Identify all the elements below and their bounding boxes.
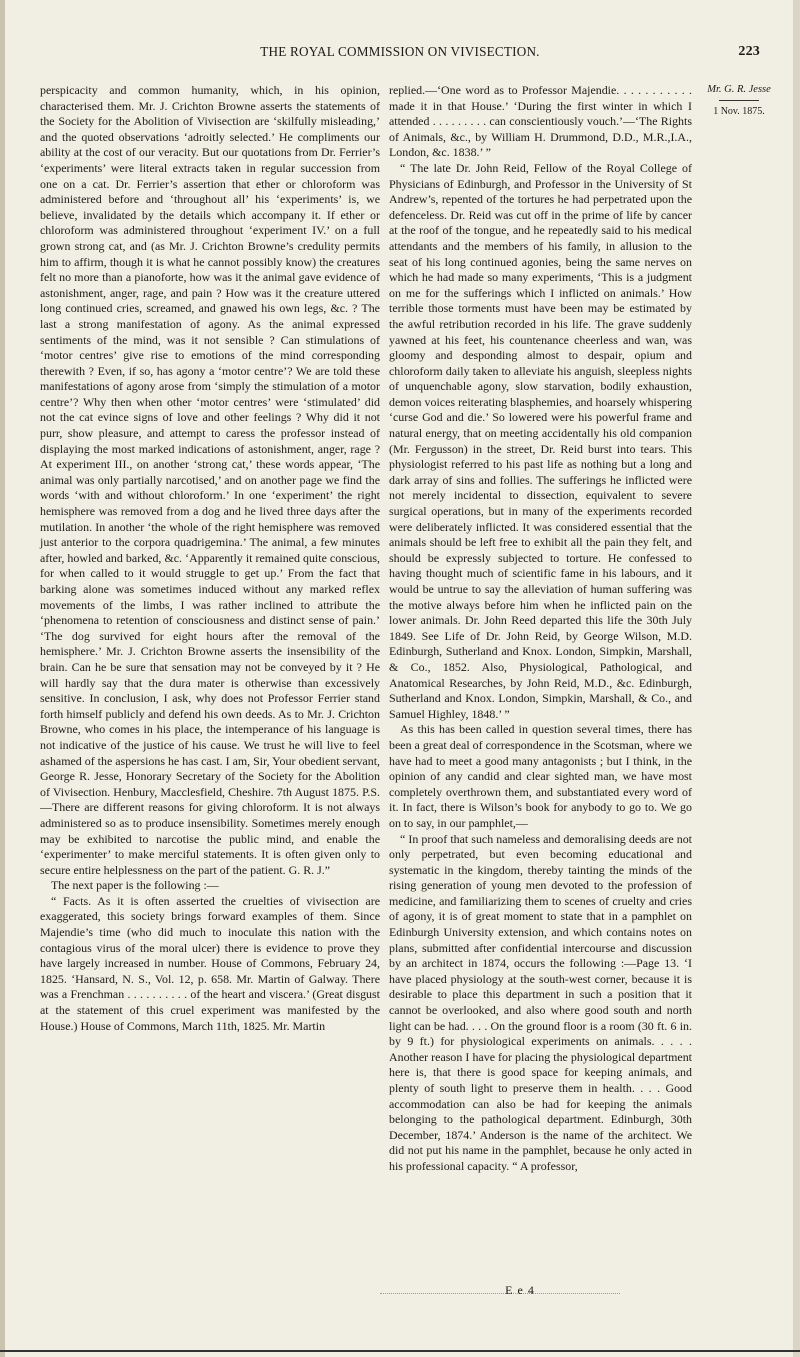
running-header [40,44,760,64]
margin-divider [719,100,759,101]
margin-note [703,83,775,119]
page-edge-left [0,0,5,1357]
paragraph: “ The late Dr. John Reid, Fellow of the Royal College of Physicians of Edinburgh, and Professor in the University of St Andrew’s, repented of the tortures he had perpetrated upon the defenceless. Dr. Reid was cut off in the prime of life by cancer at the roof of the tongue, and he repeatedly said to his medical attendants and the members of his family, in allusion to the seat of his long continued agonies, being the same nerves on which he had made so many experiments, ‘This is a judgment on me for the sufferings which I inflicted on animals.’ How terrible those torments must have been may be estimated by the awful retribution recorded in his life. The grave suddenly yawned at his feet, his countenance cheerless and wan, was gloomy and desponding almost to despair, opium and chloroform daily taken to alleviate his anguish, sleepless nights of unquenchable agony, slow starvation, bodily exhaustion, demon voices reiterating blasphemies, and hoarsely whispering ‘curse God and die.’ So lowered were his powerful frame and natural energy, that on meeting accidentally his old companion (Mr. Fergusson) in the street, Dr. Reid burst into tears. This physiologist referred to his past life as nothing but a long and dark array of sins and follies. The sufferings he inflicted were not merely incidental to dissection, equivalent to severe surgical operations, but in many of the experiments recorded were deliberately inflicted. It was considered essential that the animals should be left free to exhibit all the pain they felt, and should be expressly subjected to torture. He confessed to having thought much of scientific fame in his labours, and it would be untrue to say the alleviation of human suffering was the motive always before him when he inflicted pain on the lower animals. Dr. John Reed departed this life the 30th July 1849. See Life of Dr. John Reid, by George Wilson, M.D. Edinburgh, Sutherland and Knox. London, Simpkin, Marshall, & Co., 1852. Also, Physiological, Pathological, and Anatomical Researches, by John Reid, M.D., &c. Edinburgh, Sutherland and Knox. London, Simpkin, Marshall, & Co., and Samuel Highley, 1848.’ ” [389,160,692,721]
margin-speaker: Mr. G. R. Jesse [707,84,771,95]
paragraph: replied.—‘One word as to Professor Majendie. . . . . . . . . . . made it in that House.’ ‘During the first winter in which I attended . . . . . . . . . can conscientiously vouch.’—‘The Rights of Animals, &c., by William H. Drummond, D.D., M.R.,I.A., London, &c. 1838.’ ” [389,83,692,160]
page-number: 223 [738,44,760,59]
signature-mark: E e 4 [505,1283,535,1297]
right-column [389,83,692,1175]
margin-date: 1 Nov. 1875. [713,106,765,117]
bottom-border [0,1350,800,1352]
page-edge-right [793,0,800,1357]
paragraph: The next paper is the following :— [51,878,219,893]
paragraph: “ In proof that such nameless and demoralising deeds are not only perpetrated, but even becoming educational and systematic in the kingdom, thereby tainting the minds of the rising generation of young men devoted to the profession of medicine, and familiarizing them to scenes of cruelty and cries of agony, it is of great moment to state that in a pamphlet on Edinburgh University extension, and which contains notes on plans, submitted after confidential intercourse and discussion by an architect in 1874, occurs the following :—Page 13. ‘I have placed physiology at the south-west corner, because it is desirable to place this department in such a position that it cannot be overlooked, and also where good south and north light can be had. . . . On the ground floor is a room (30 ft. 6 in. by 9 ft.) for physiological experiments on animals. . . . . Another reason I have for placing the physiological department here is, that there is good space for keeping animals, and plenty of south light to preserve them in health. . . . Good accommodation can also be had for keeping the animals belonging to the pathological department. Edinburgh, 30th December, 1874.’ Anderson is the name of the architect. We did not put his name in the pamphlet, because he only acted in his professional capacity. “ A professor, [389,831,692,1173]
paragraph: “ Facts. As it is often asserted the cruelties of vivisection are exaggerated, this society brings forward examples of them. Since Majendie’s time (who did much to inoculate this nation with the contagious virus of the moral ulcer) there is evidence to prove they have largely increased in number. House of Commons, February 24, 1825. ‘Hansard, N. S., Vol. 12, p. 658. Mr. Martin of Galway. There was a Frenchman . . . . . . . . . . of the heart and viscera.’ (Great disgust at the statement of this cruel experiment was manifested by the House.) House of Commons, March 11th, 1825. Mr. Martin [40,893,380,1033]
paragraph: perspicacity and common humanity, which, in his opinion, characterised them. Mr. J. Crichton Browne asserts the statements of the Society for the Abolition of Vivisection are ‘skilfully misleading,’ and the quoted observations ‘adroitly selected.’ He compliments our ability at the cost of our veracity. But our quotations from Dr. Ferrier’s ‘experiments’ were literal extracts taken in regular succession from one on a cat. Dr. Ferrier’s assertion that ether or chloroform was administered before and ‘throughout all’ his ‘experiments’ is, we believe, invalidated by the details which accompany it. If ether or chloroform was administered throughout ‘experiment IV.’ on a full grown strong cat, and (as Mr. J. Crichton Browne’s credulity permits him to affirm, though it is what he cannot possibly know) the creatures felt no more than a pianoforte, how was it the animal gave evidence of astonishment, anger, rage, and pain ? How was it the creature uttered long continued cries, screamed, and gnawed his own legs, &c. ? The last a strong manifestation of agony. As the animal expressed sentiments of the mind, was it not sensible ? Can stimulations of ‘motor centres’ give rise to emotions of the mind corresponding therewith ? Even, if so, has agony a ‘motor centre’? We are told these manifestations of agony arose from ‘simply the stimulation of a motor centre’? Why then when other ‘motor centres’ were ‘stimulated’ did not the cat evince signs of love and other feelings ? Why did it not purr, show pleasure, and attempt to caress the professor instead of displaying the most marked indications of astonishment, anger, rage ? At experiment III., on another ‘strong cat,’ these words appear, ‘The animal was only partially narcotised,’ and on another page we find the words ‘with and without chloroform.’ In one ‘experiment’ the right hemisphere was removed from a dog and he lived three days after the mutilation. In another ‘the whole of the right hemisphere was removed just anterior to the corpora quadrigemina.’ The animal, a few minutes after, howled and barked, &c. ‘Apparently it remained quite conscious, for when called to it would struggle to get up.’ From the fact that barking alone was sometimes induced without any marked reflex movements of the limbs, I was rather inclined to attribute the ‘phenomena to retention of consciousness and distinct sense of pain.’ ‘The dog survived for eight hours after the removal of the hemisphere.’ Mr. J. Crichton Browne asserts the insensibility of the brain. Can he be sure that sensation may not be conveyed by it ? He will hardly say that the dura mater is otherwise than excessively sensitive. In conclusion, I ask, why does not Professor Ferrier stand forth himself publicly and defend his own deeds. As to Mr. J. Crichton Browne, who comes in his place, the intemperance of his language is not indicative of the justice of his cause. We trust he will live to feel ashamed of the aspersions he has cast. I am, Sir, Your obedient servant, George R. Jesse, Honorary Secretary of the Society for the Abolition of Vivisection. Henbury, Macclesfield, Cheshire. 7th August 1875. P.S.—There are different reasons for giving chloroform. It is not always administered so as to produce insensibility. Sometimes merely enough may be exhibited to narcotise the public mind, and enable the ‘experimenter’ to make merciful statements. It is often given only to secure entire helplessness on the part of the patient. G. R. J.” [40,83,380,877]
left-column [40,83,380,1034]
paragraph: As this has been called in question several times, there has been a great deal of correspondence in the Scotsman, where we have had to meet a good many antagonists ; but I think, in the opinion of any candid and clear sighted man, we have most completely overthrown them, and substantiated every word of it. In fact, there is Wilson’s book for anybody to go to. We go on to say, in our pamphlet,— [389,722,692,830]
running-title: THE ROYAL COMMISSION ON VIVISECTION. [260,44,540,59]
